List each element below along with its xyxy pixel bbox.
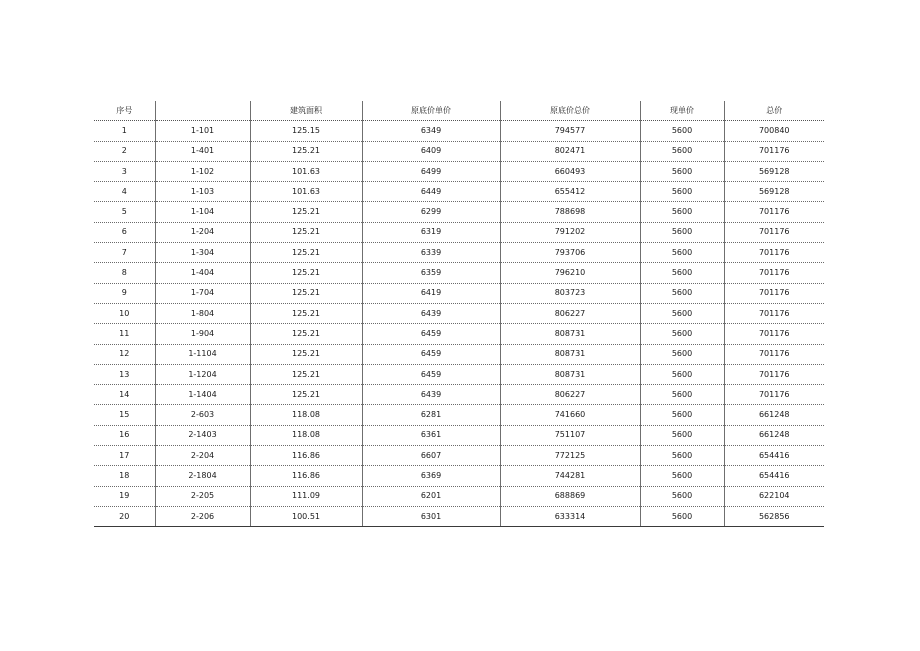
orig-total-price-cell: 741660 (500, 405, 640, 425)
orig-total-price-cell: 808731 (500, 324, 640, 344)
seq-cell: 7 (94, 243, 155, 263)
total-price-cell: 562856 (724, 506, 824, 526)
total-price-cell: 701176 (724, 324, 824, 344)
unit-cell: 1-304 (155, 243, 250, 263)
orig-total-price-cell: 744281 (500, 466, 640, 486)
col-total-price-header: 总价 (724, 101, 824, 121)
total-price-cell: 654416 (724, 446, 824, 466)
col-orig-unit-price-header: 原底价单价 (362, 101, 500, 121)
col-unit-header (155, 101, 250, 121)
orig-unit-price-cell: 6339 (362, 243, 500, 263)
orig-total-price-cell: 802471 (500, 141, 640, 161)
area-cell: 118.08 (250, 405, 362, 425)
area-cell: 125.21 (250, 243, 362, 263)
seq-cell: 1 (94, 121, 155, 141)
orig-unit-price-cell: 6459 (362, 324, 500, 344)
orig-unit-price-cell: 6359 (362, 263, 500, 283)
price-table (94, 101, 824, 527)
table-row (94, 324, 824, 344)
current-unit-price-cell: 5600 (640, 161, 724, 181)
seq-cell: 19 (94, 486, 155, 506)
table-row (94, 202, 824, 222)
orig-total-price-cell: 660493 (500, 161, 640, 181)
table-row (94, 283, 824, 303)
unit-cell: 2-205 (155, 486, 250, 506)
col-area-header: 建筑面积 (250, 101, 362, 121)
unit-cell: 2-1804 (155, 466, 250, 486)
table-body (94, 121, 824, 527)
current-unit-price-cell: 5600 (640, 141, 724, 161)
table-row (94, 121, 824, 141)
total-price-cell: 661248 (724, 405, 824, 425)
orig-unit-price-cell: 6281 (362, 405, 500, 425)
total-price-cell: 700840 (724, 121, 824, 141)
table-row (94, 405, 824, 425)
total-price-cell: 569128 (724, 182, 824, 202)
area-cell: 125.21 (250, 263, 362, 283)
area-cell: 100.51 (250, 506, 362, 526)
header-row (94, 101, 824, 121)
unit-cell: 1-102 (155, 161, 250, 181)
current-unit-price-cell: 5600 (640, 486, 724, 506)
current-unit-price-cell: 5600 (640, 182, 724, 202)
total-price-cell: 701176 (724, 283, 824, 303)
current-unit-price-cell: 5600 (640, 202, 724, 222)
seq-cell: 4 (94, 182, 155, 202)
orig-total-price-cell: 633314 (500, 506, 640, 526)
seq-cell: 2 (94, 141, 155, 161)
orig-unit-price-cell: 6439 (362, 303, 500, 323)
table-row (94, 486, 824, 506)
total-price-cell: 701176 (724, 364, 824, 384)
area-cell: 125.21 (250, 385, 362, 405)
area-cell: 118.08 (250, 425, 362, 445)
price-sheet (94, 101, 824, 527)
table-row (94, 263, 824, 283)
seq-cell: 3 (94, 161, 155, 181)
seq-cell: 14 (94, 385, 155, 405)
table-row (94, 385, 824, 405)
orig-unit-price-cell: 6459 (362, 364, 500, 384)
current-unit-price-cell: 5600 (640, 324, 724, 344)
orig-total-price-cell: 806227 (500, 385, 640, 405)
orig-total-price-cell: 793706 (500, 243, 640, 263)
table-row (94, 182, 824, 202)
total-price-cell: 569128 (724, 161, 824, 181)
seq-cell: 20 (94, 506, 155, 526)
current-unit-price-cell: 5600 (640, 385, 724, 405)
current-unit-price-cell: 5600 (640, 446, 724, 466)
seq-cell: 16 (94, 425, 155, 445)
unit-cell: 1-104 (155, 202, 250, 222)
current-unit-price-cell: 5600 (640, 405, 724, 425)
orig-unit-price-cell: 6409 (362, 141, 500, 161)
current-unit-price-cell: 5600 (640, 506, 724, 526)
seq-cell: 9 (94, 283, 155, 303)
orig-total-price-cell: 655412 (500, 182, 640, 202)
orig-unit-price-cell: 6499 (362, 161, 500, 181)
orig-unit-price-cell: 6459 (362, 344, 500, 364)
table-row (94, 425, 824, 445)
total-price-cell: 701176 (724, 303, 824, 323)
table-row (94, 364, 824, 384)
area-cell: 125.21 (250, 202, 362, 222)
current-unit-price-cell: 5600 (640, 263, 724, 283)
orig-total-price-cell: 788698 (500, 202, 640, 222)
table-row (94, 222, 824, 242)
area-cell: 125.21 (250, 364, 362, 384)
orig-total-price-cell: 796210 (500, 263, 640, 283)
orig-unit-price-cell: 6607 (362, 446, 500, 466)
area-cell: 101.63 (250, 182, 362, 202)
orig-unit-price-cell: 6201 (362, 486, 500, 506)
total-price-cell: 661248 (724, 425, 824, 445)
col-orig-total-price-header: 原底价总价 (500, 101, 640, 121)
total-price-cell: 701176 (724, 344, 824, 364)
unit-cell: 1-204 (155, 222, 250, 242)
unit-cell: 1-101 (155, 121, 250, 141)
seq-cell: 17 (94, 446, 155, 466)
unit-cell: 1-401 (155, 141, 250, 161)
total-price-cell: 701176 (724, 263, 824, 283)
seq-cell: 5 (94, 202, 155, 222)
seq-cell: 11 (94, 324, 155, 344)
unit-cell: 2-204 (155, 446, 250, 466)
orig-total-price-cell: 794577 (500, 121, 640, 141)
total-price-cell: 701176 (724, 243, 824, 263)
table-row (94, 141, 824, 161)
table-row (94, 466, 824, 486)
col-seq-header: 序号 (94, 101, 155, 121)
table-row (94, 446, 824, 466)
unit-cell: 1-103 (155, 182, 250, 202)
orig-unit-price-cell: 6369 (362, 466, 500, 486)
current-unit-price-cell: 5600 (640, 303, 724, 323)
unit-cell: 1-904 (155, 324, 250, 344)
unit-cell: 1-1204 (155, 364, 250, 384)
area-cell: 125.21 (250, 344, 362, 364)
table-row (94, 303, 824, 323)
orig-total-price-cell: 751107 (500, 425, 640, 445)
area-cell: 125.21 (250, 283, 362, 303)
total-price-cell: 701176 (724, 202, 824, 222)
orig-unit-price-cell: 6299 (362, 202, 500, 222)
current-unit-price-cell: 5600 (640, 466, 724, 486)
orig-unit-price-cell: 6361 (362, 425, 500, 445)
unit-cell: 1-1104 (155, 344, 250, 364)
table-header (94, 101, 824, 121)
table-row (94, 161, 824, 181)
unit-cell: 1-1404 (155, 385, 250, 405)
seq-cell: 12 (94, 344, 155, 364)
orig-total-price-cell: 808731 (500, 344, 640, 364)
seq-cell: 8 (94, 263, 155, 283)
unit-cell: 2-206 (155, 506, 250, 526)
area-cell: 116.86 (250, 466, 362, 486)
area-cell: 101.63 (250, 161, 362, 181)
unit-cell: 1-404 (155, 263, 250, 283)
area-cell: 116.86 (250, 446, 362, 466)
area-cell: 125.21 (250, 324, 362, 344)
total-price-cell: 622104 (724, 486, 824, 506)
orig-total-price-cell: 808731 (500, 364, 640, 384)
orig-unit-price-cell: 6419 (362, 283, 500, 303)
current-unit-price-cell: 5600 (640, 283, 724, 303)
orig-unit-price-cell: 6301 (362, 506, 500, 526)
seq-cell: 6 (94, 222, 155, 242)
seq-cell: 18 (94, 466, 155, 486)
unit-cell: 1-804 (155, 303, 250, 323)
table-row (94, 243, 824, 263)
current-unit-price-cell: 5600 (640, 243, 724, 263)
current-unit-price-cell: 5600 (640, 364, 724, 384)
current-unit-price-cell: 5600 (640, 222, 724, 242)
area-cell: 125.21 (250, 303, 362, 323)
seq-cell: 15 (94, 405, 155, 425)
orig-unit-price-cell: 6319 (362, 222, 500, 242)
seq-cell: 13 (94, 364, 155, 384)
total-price-cell: 654416 (724, 466, 824, 486)
area-cell: 125.21 (250, 141, 362, 161)
unit-cell: 2-603 (155, 405, 250, 425)
current-unit-price-cell: 5600 (640, 425, 724, 445)
unit-cell: 1-704 (155, 283, 250, 303)
unit-cell: 2-1403 (155, 425, 250, 445)
area-cell: 125.15 (250, 121, 362, 141)
total-price-cell: 701176 (724, 141, 824, 161)
orig-unit-price-cell: 6349 (362, 121, 500, 141)
orig-total-price-cell: 806227 (500, 303, 640, 323)
orig-total-price-cell: 803723 (500, 283, 640, 303)
orig-total-price-cell: 791202 (500, 222, 640, 242)
total-price-cell: 701176 (724, 385, 824, 405)
orig-unit-price-cell: 6449 (362, 182, 500, 202)
orig-total-price-cell: 772125 (500, 446, 640, 466)
area-cell: 125.21 (250, 222, 362, 242)
current-unit-price-cell: 5600 (640, 344, 724, 364)
table-row (94, 506, 824, 526)
orig-total-price-cell: 688869 (500, 486, 640, 506)
seq-cell: 10 (94, 303, 155, 323)
total-price-cell: 701176 (724, 222, 824, 242)
orig-unit-price-cell: 6439 (362, 385, 500, 405)
col-current-unit-price-header: 现单价 (640, 101, 724, 121)
current-unit-price-cell: 5600 (640, 121, 724, 141)
table-row (94, 344, 824, 364)
area-cell: 111.09 (250, 486, 362, 506)
